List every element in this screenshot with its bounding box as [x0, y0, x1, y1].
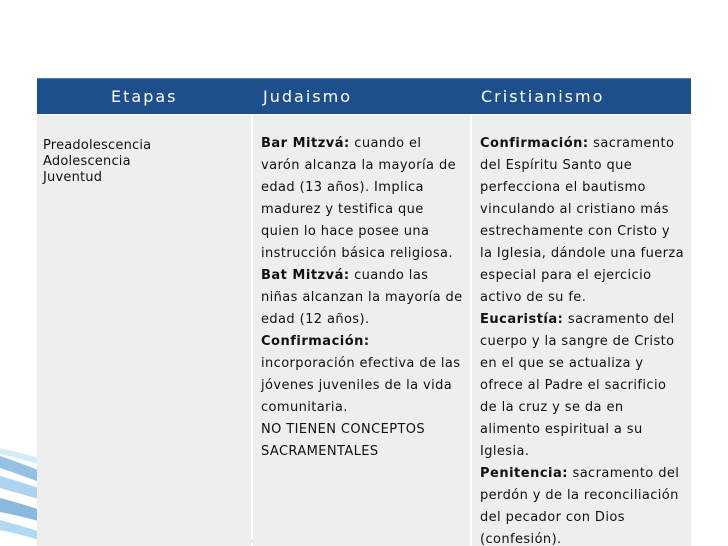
text-line: edad (13 años). Implica — [261, 180, 424, 195]
text-line: alimento espiritual a su — [480, 422, 643, 437]
judaismo-text — [261, 133, 463, 463]
etapa-item: Juventud — [43, 170, 103, 185]
eucaristia-label: Eucaristía: — [480, 312, 564, 327]
text-line: (confesión). — [480, 532, 562, 546]
header-etapas: Etapas — [111, 87, 178, 106]
etapa-item: Adolescencia — [43, 154, 131, 169]
text-line: cuando el — [349, 136, 422, 151]
text-line: perfecciona el bautismo — [480, 180, 646, 195]
table-header-row — [37, 78, 691, 114]
text-line: NO TIENEN CONCEPTOS — [261, 422, 426, 437]
text-line: varón alcanza la mayoría de — [261, 158, 456, 173]
text-line: en el que se actualiza y — [480, 356, 644, 371]
text-line: cuerpo y la sangre de Cristo — [480, 334, 675, 349]
text-line: sacramento del — [563, 312, 675, 327]
header-judaismo: Judaismo — [263, 87, 352, 106]
text-line: sacramento del — [567, 466, 680, 481]
bar-mitzva-label: Bar Mitzvá: — [261, 136, 350, 151]
text-line: la Iglesia, dándole una fuerza — [480, 246, 684, 261]
text-line: edad (12 años). — [261, 312, 370, 327]
text-line: Iglesia. — [480, 444, 530, 459]
text-line: sacramento — [588, 136, 675, 151]
text-line: instrucción básica religiosa. — [261, 246, 453, 261]
text-line: incorporación efectiva de las — [261, 356, 461, 371]
text-line: niñas alcanzan la mayoría de — [261, 290, 463, 305]
text-line: vinculando al cristiano más — [480, 202, 669, 217]
header-cristianismo: Cristianismo — [481, 87, 605, 106]
text-line: perdón y de la reconciliación — [480, 488, 679, 503]
cristianismo-text — [480, 133, 684, 546]
text-line: del pecador con Dios — [480, 510, 625, 525]
text-line: quien lo hace posee una — [261, 224, 430, 239]
text-line: madurez y testifica que — [261, 202, 424, 217]
text-line: del Espíritu Santo que — [480, 158, 633, 173]
confirmacion-judaismo-label: Confirmación: — [261, 334, 370, 349]
text-line: estrechamente con Cristo y — [480, 224, 670, 239]
text-line: ofrece al Padre el sacrificio — [480, 378, 667, 393]
text-line: comunitaria. — [261, 400, 348, 415]
bat-mitzva-label: Bat Mitzvá: — [261, 268, 350, 283]
etapas-list — [43, 138, 151, 186]
text-line: cuando las — [349, 268, 429, 283]
confirmacion-cristianismo-label: Confirmación: — [480, 136, 589, 151]
text-line: SACRAMENTALES — [261, 444, 379, 459]
text-line: jóvenes juveniles de la vida — [261, 378, 453, 393]
text-line: de la cruz y se da en — [480, 400, 624, 415]
etapa-item: Preadolescencia — [43, 138, 152, 153]
penitencia-label: Penitencia: — [480, 466, 568, 481]
text-line: activo de su fe. — [480, 290, 587, 305]
text-line: especial para el ejercicio — [480, 268, 652, 283]
